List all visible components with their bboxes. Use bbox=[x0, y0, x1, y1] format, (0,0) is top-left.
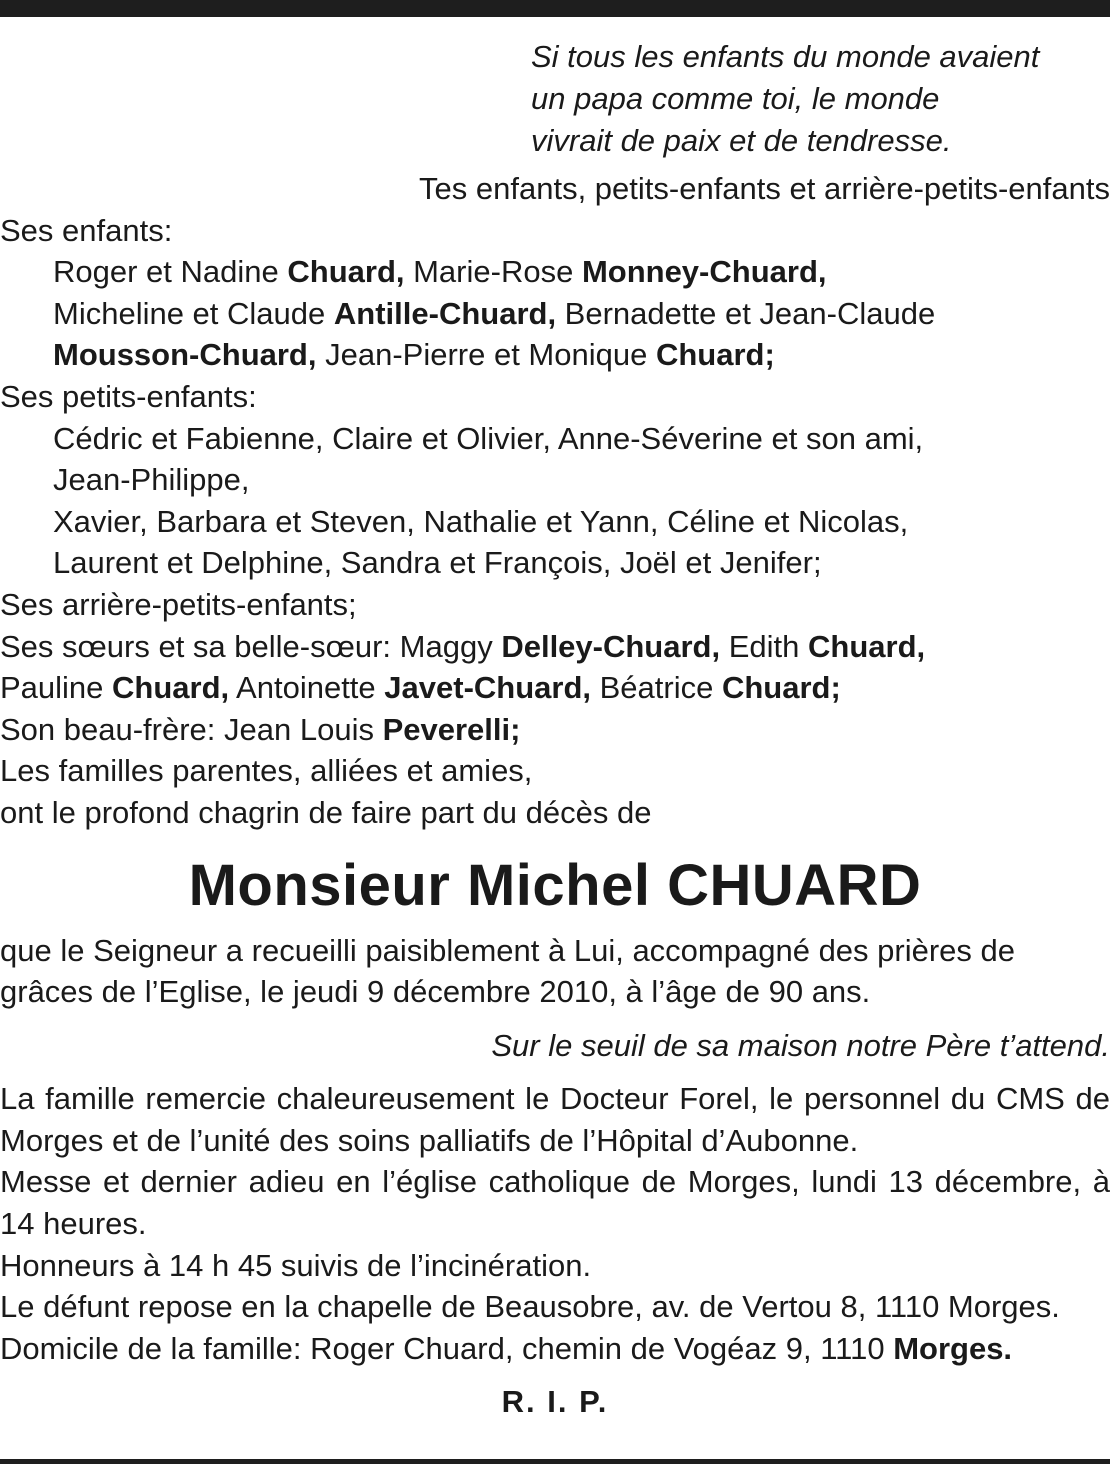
epigraph-line: vivrait de paix et de tendresse. bbox=[531, 123, 952, 158]
children-line: Micheline et Claude Antille-Chuard, Bernadette et Jean-Claude bbox=[53, 295, 936, 331]
mass-paragraph: Messe et dernier adieu en l’église catholique de Morges, lundi 13 décembre, à 14 heures. bbox=[0, 1164, 1110, 1242]
domicile-line: Domicile de la famille: Roger Chuard, chemin de Vogéaz 9, 1110 Morges. bbox=[0, 1330, 1013, 1366]
deceased-name: Monsieur Michel CHUARD bbox=[188, 852, 922, 918]
epigraph-line: Si tous les enfants du monde avaient bbox=[531, 39, 1040, 74]
honours-line: Honneurs à 14 h 45 suivis de l’incinération. bbox=[0, 1247, 592, 1283]
passing-line: grâces de l’Eglise, le jeudi 9 décembre 2010, à l’âge de 90 ans. bbox=[0, 974, 871, 1010]
grandchildren-line: Laurent et Delphine, Sandra et François, Joël et Jenifer; bbox=[53, 545, 822, 581]
grandchildren-line: Xavier, Barbara et Steven, Nathalie et Yann, Céline et Nicolas, bbox=[53, 503, 909, 539]
announcement-line: ont le profond chagrin de faire part du décès de bbox=[0, 794, 652, 830]
epigraph-signature: Tes enfants, petits-enfants et arrière-petits-enfants bbox=[419, 171, 1110, 206]
epigraph-line: un papa comme toi, le monde bbox=[531, 81, 940, 116]
families-line: Les familles parentes, alliées et amies, bbox=[0, 753, 533, 789]
grandchildren-heading: Ses petits-enfants: bbox=[0, 378, 257, 414]
top-rule bbox=[0, 0, 1110, 17]
children-line: Mousson-Chuard, Jean-Pierre et Monique Chuard; bbox=[53, 337, 775, 373]
children-line: Roger et Nadine Chuard, Marie-Rose Monney-Chuard, bbox=[53, 254, 827, 290]
grandchildren-line: Jean-Philippe, bbox=[53, 462, 250, 498]
sisters-line: Pauline Chuard, Antoinette Javet-Chuard, Béatrice Chuard; bbox=[0, 670, 841, 706]
sisters-line: Ses sœurs et sa belle-sœur: Maggy Delley-Chuard, Edith Chuard, bbox=[0, 628, 926, 664]
thanks-paragraph: La famille remercie chaleureusement le Docteur Forel, le personnel du CMS de Morges et de l’unité des soins palliatifs de l’Hôpital d’Aubonne. bbox=[0, 1081, 1110, 1158]
epigraph bbox=[531, 36, 1110, 162]
bottom-rule bbox=[0, 1459, 1110, 1464]
obituary-notice bbox=[0, 36, 1110, 1423]
rip-closing: R. I. P. bbox=[501, 1384, 609, 1420]
brother-in-law: Son beau-frère: Jean Louis Peverelli; bbox=[0, 711, 521, 747]
great-grandchildren: Ses arrière-petits-enfants; bbox=[0, 586, 357, 622]
rest-line: Le défunt repose en la chapelle de Beausobre, av. de Vertou 8, 1110 Morges. bbox=[0, 1289, 1060, 1325]
verse: Sur le seuil de sa maison notre Père t’attend. bbox=[491, 1027, 1110, 1063]
grandchildren-line: Cédric et Fabienne, Claire et Olivier, Anne-Séverine et son ami, bbox=[53, 420, 924, 456]
children-heading: Ses enfants: bbox=[0, 212, 173, 248]
passing-line: que le Seigneur a recueilli paisiblement à Lui, accompagné des prières de bbox=[0, 932, 1016, 968]
